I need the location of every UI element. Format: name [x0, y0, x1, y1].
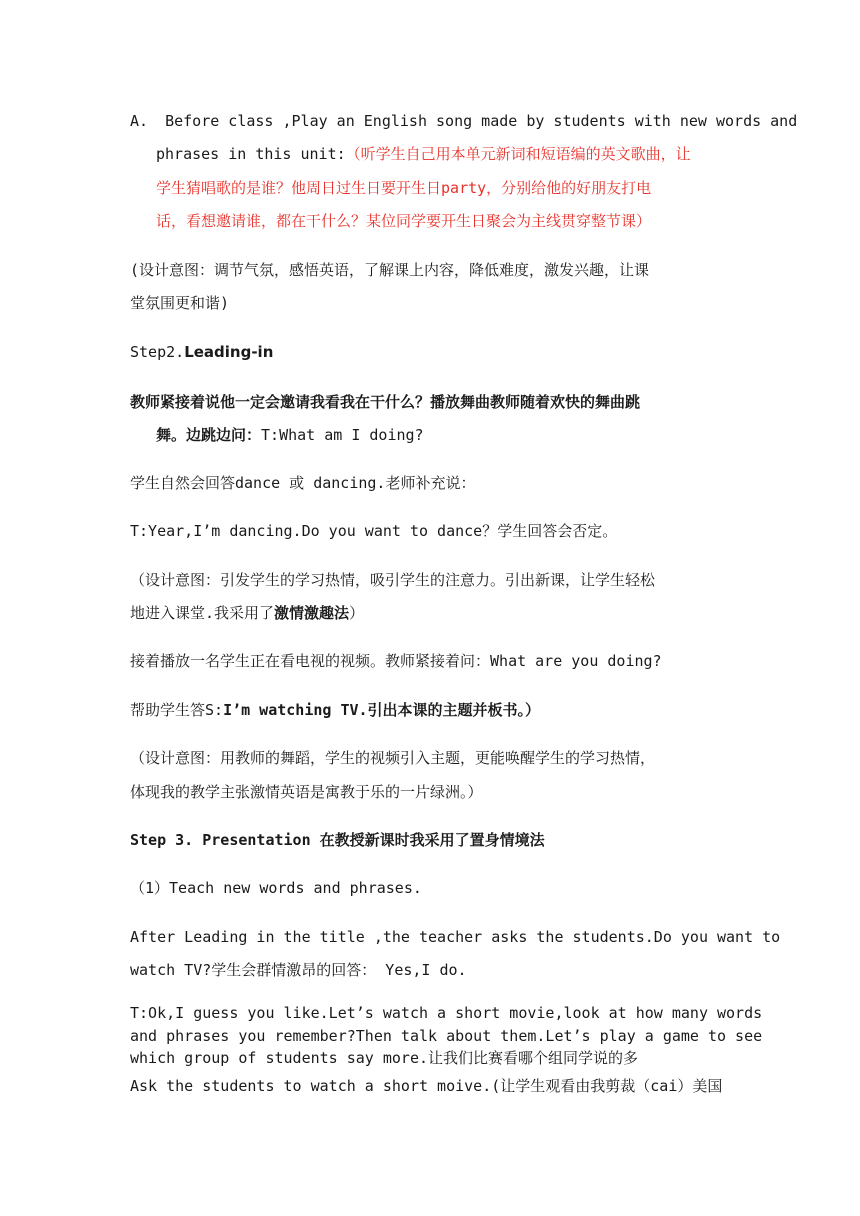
- design-intent-2-text: 地进入课堂.我采用了: [130, 604, 275, 622]
- ask-line: Ask the students to watch a short moive.(让学生观看由我剪裁（cai）美国: [130, 1077, 723, 1095]
- step2-prefix: Step2.: [130, 343, 185, 361]
- item-a-line2-text: phrases in this unit:: [156, 145, 346, 163]
- ok-para-line2: and phrases you remember?Then talk about them.Let’s play a game to see: [130, 1027, 763, 1045]
- step2-heading: [130, 336, 730, 369]
- design-intent-1-line2: 堂氛围更和谐): [130, 294, 230, 312]
- teacher-intro-question: T:What am I doing?: [261, 426, 424, 444]
- item-a-line2: [130, 138, 756, 171]
- help-line: [130, 694, 730, 727]
- teacher-intro-bold: 舞。边跳边问：: [156, 426, 262, 444]
- item-a-line1: [130, 105, 798, 138]
- item-a-line4: 话，看想邀请谁，都在干什么？某位同学要开生日聚会为主线贯穿整节课）: [156, 212, 652, 230]
- step2-title: Leading-in: [184, 343, 274, 361]
- teacher-intro-line1: 教师紧接着说他一定会邀请我看我在干什么？播放舞曲教师随着欢快的舞曲跳: [130, 393, 641, 411]
- design-intent-2-line2: [130, 597, 730, 630]
- item-a-line2-red: （听学生自己用本单元新词和短语编的英文歌曲，让: [345, 145, 691, 163]
- ok-para-line1: T:Ok,I guess you like.Let’s watch a short movie,look at how many words: [130, 1004, 763, 1022]
- ok-para-line3: which group of students say more.让我们比赛看哪个组同学说的多: [130, 1049, 639, 1067]
- answer-line: 学生自然会回答dance 或 dancing.老师补充说：: [130, 474, 476, 492]
- teach-words-line: （1）Teach new words and phrases.: [130, 879, 422, 897]
- help-line-bold: I’m watching TV.引出本课的主题并板书。）: [223, 701, 541, 719]
- after-leading-line1: After Leading in the title ,the teacher asks the students.Do you want to: [130, 928, 781, 946]
- item-a-marker: A.: [130, 112, 149, 130]
- item-a-text: Before class ,Play an English song made by students with new words and: [165, 112, 798, 130]
- after-leading-line2: watch TV?学生会群情激昂的回答： Yes,I do.: [130, 961, 467, 979]
- step3-heading: Step 3. Presentation 在教授新课时我采用了置身情境法: [130, 831, 545, 849]
- teacher-intro-line2: [130, 419, 756, 452]
- design-intent-2-method: 激情激趣法: [274, 604, 350, 622]
- help-line-text: 帮助学生答S:: [130, 701, 224, 719]
- design-intent-3-line1: （设计意图：用教师的舞蹈，学生的视频引入主题，更能唤醒学生的学习热情，: [130, 749, 656, 767]
- teacher-dialog-line: T:Year,I’m dancing.Do you want to dance？学生回答会否定。: [130, 522, 618, 540]
- video-line: 接着播放一名学生正在看电视的视频。教师紧接着问：What are you doing?: [130, 652, 662, 670]
- design-intent-2-line1: （设计意图：引发学生的学习热情，吸引学生的注意力。引出新课，让学生轻松: [130, 571, 656, 589]
- design-intent-3-line2: 体现我的教学主张激情英语是寓教于乐的一片绿洲。）: [130, 783, 483, 801]
- design-intent-1-line1: (设计意图：调节气氛，感悟英语，了解课上内容，降低难度，激发兴趣，让课: [130, 261, 650, 279]
- item-a-line3: 学生猜唱歌的是谁？他周日过生日要开生日party，分别给他的好朋友打电: [156, 179, 652, 197]
- design-intent-2-end: ）: [349, 604, 365, 622]
